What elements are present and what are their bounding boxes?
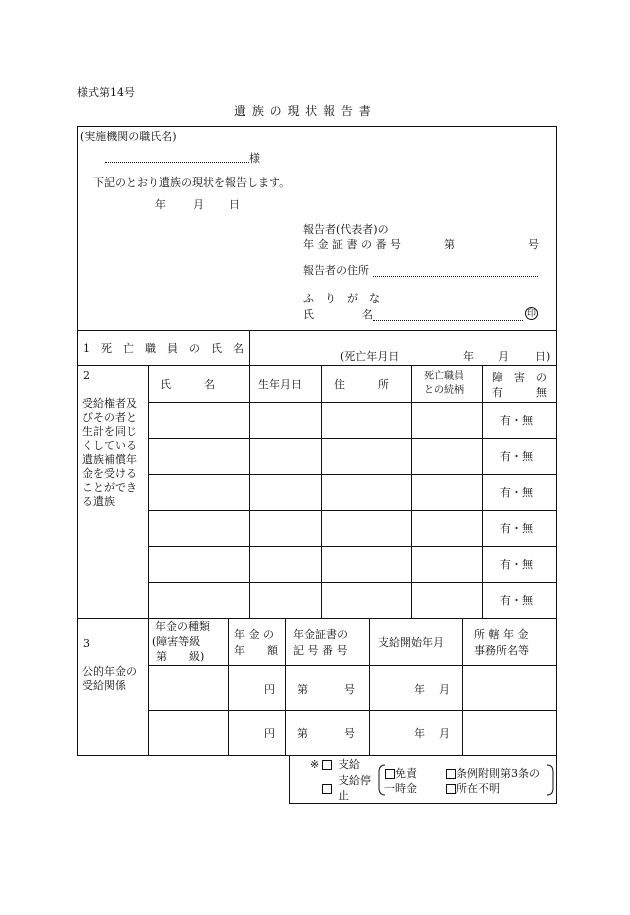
death-month: 月 <box>498 350 509 363</box>
disability-cell[interactable]: 有・無 <box>500 594 533 607</box>
sec3-col-line-3 <box>285 618 286 756</box>
yen-unit: 円 <box>264 683 275 696</box>
col-disability-header-1: 障 害 の <box>492 371 547 384</box>
sec3-number: 3 <box>83 637 90 650</box>
cert-dai: 第 <box>297 727 308 740</box>
sec2-row-line-1 <box>148 402 557 403</box>
col-address-header: 住 所 <box>334 378 389 391</box>
intro-text: 下記のとおり遺族の現状を報告します。 <box>93 176 291 189</box>
col-amount-header-1: 年 金 の <box>234 628 274 641</box>
sec2-row-line-3 <box>148 474 557 475</box>
sec3-col-line-4 <box>369 618 370 756</box>
form-number: 様式第14号 <box>77 86 135 99</box>
start-year: 年 <box>414 683 425 696</box>
sec2-row-line-2 <box>148 438 557 439</box>
article3-label: 条例附則第3条の <box>456 767 540 780</box>
sec1-label: 1 死 亡 職 員 の 氏 名 <box>83 342 244 355</box>
disability-cell[interactable]: 有・無 <box>500 450 533 463</box>
col-office-header-1: 所 轄 年 金 <box>474 628 529 641</box>
exempt-checkbox[interactable] <box>385 769 395 779</box>
seal-mark: 印 <box>526 309 536 319</box>
divider-sec1-top <box>77 330 557 331</box>
col-type-header-3: 第 級) <box>156 650 205 663</box>
article3-checkbox[interactable] <box>446 769 456 779</box>
payment-label: 支給 <box>338 758 360 771</box>
col-office-header-2: 事務所名等 <box>474 644 529 657</box>
name-label-mei: 名 <box>362 308 373 321</box>
sec3-row-line-1 <box>148 665 557 666</box>
addressee-label: (実施機関の職氏名) <box>80 130 177 143</box>
name-line <box>373 320 523 321</box>
sec3-col-line-1 <box>148 618 149 756</box>
death-day: 日) <box>535 350 551 363</box>
disability-cell[interactable]: 有・無 <box>500 558 533 571</box>
death-year: 年 <box>463 350 474 363</box>
suspension-checkbox[interactable] <box>322 784 332 794</box>
divider-sec2-top <box>77 365 557 366</box>
col-amount-header-2: 年 額 <box>234 644 278 657</box>
start-month: 月 <box>439 727 450 740</box>
col-cert-header-1: 年金証書の <box>293 628 348 641</box>
disability-cell[interactable]: 有・無 <box>500 486 533 499</box>
col-relation-header-1: 死亡職員 <box>424 371 464 382</box>
col-start-header: 支給開始年月 <box>378 636 444 649</box>
unknown-checkbox[interactable] <box>446 784 456 794</box>
col-relation-header-2: との続柄 <box>424 385 464 396</box>
exempt-label: 免責 <box>395 767 417 780</box>
payment-checkbox[interactable] <box>322 760 332 770</box>
col-disability-header-2: 有 無 <box>492 386 547 399</box>
cert-go: 号 <box>344 727 355 740</box>
address-line <box>373 276 538 277</box>
sec2-row-line-6 <box>148 582 557 583</box>
disability-cell[interactable]: 有・無 <box>500 522 533 535</box>
page-title: 遺 族 の 現 状 報 告 書 <box>234 104 372 118</box>
sec2-label: 受給権者及びその者と生計を同じくしている遺族補償年金を受けることができる遺族 <box>82 397 137 508</box>
yen-unit: 円 <box>264 727 275 740</box>
suspension-label-1: 支給停 <box>338 774 371 787</box>
date-year-label: 年 <box>155 198 166 211</box>
disability-cell[interactable]: 有・無 <box>500 414 533 427</box>
cert-dai: 第 <box>297 683 308 696</box>
date-month-label: 月 <box>193 198 204 211</box>
col-cert-header-2: 記 号 番 号 <box>293 644 348 657</box>
divider-sec3-top <box>77 618 557 619</box>
name-label-shi: 氏 <box>303 308 314 321</box>
furigana-label: ふ り が な <box>303 292 380 305</box>
honorific: 様 <box>249 152 260 165</box>
col-type-header-2: (障害等級 <box>152 635 201 648</box>
death-date-label: (死亡年月日 <box>340 350 400 363</box>
pension-cert-number-label: 年 金 証 書 の 番 号 <box>303 238 401 251</box>
sec3-row-line-2 <box>148 710 557 711</box>
sec3-col-line-5 <box>462 618 463 756</box>
col-name-header: 氏 名 <box>160 378 215 391</box>
col-birth-header: 生年月日 <box>258 378 302 391</box>
temporary-label: 一時金 <box>384 782 417 795</box>
suspension-label-2: 止 <box>338 789 349 802</box>
date-day-label: 日 <box>229 198 240 211</box>
col-type-header-1: 年金の種類 <box>155 620 210 633</box>
sec2-row-line-5 <box>148 546 557 547</box>
sec3-col-line-2 <box>228 618 229 756</box>
pension-go: 号 <box>528 238 539 251</box>
sec3-label: 公的年金の受給関係 <box>82 665 137 692</box>
divider-sec1-v <box>249 330 250 365</box>
unknown-label: 所在不明 <box>456 782 500 795</box>
reporter-label: 報告者(代表者)の <box>303 223 389 236</box>
sec2-number: 2 <box>83 369 90 382</box>
sec2-row-line-4 <box>148 510 557 511</box>
form-frame <box>77 126 557 756</box>
pension-dai: 第 <box>444 238 455 251</box>
start-month: 月 <box>439 683 450 696</box>
start-year: 年 <box>414 727 425 740</box>
cert-go: 号 <box>344 683 355 696</box>
addressee-line <box>105 162 249 163</box>
office-mark: ※ <box>310 758 320 771</box>
address-label: 報告者の住所 <box>303 264 369 277</box>
